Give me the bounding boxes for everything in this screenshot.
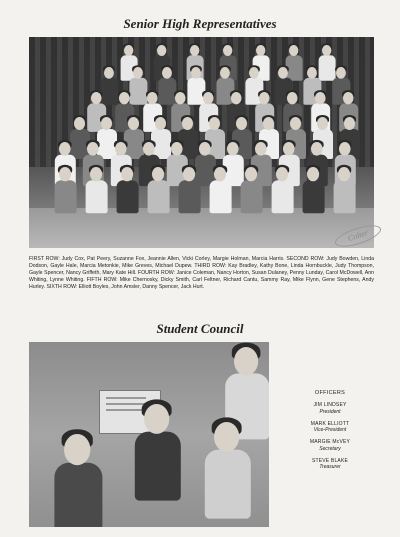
officer-name: STEVE BLAKE: [311, 458, 349, 465]
officer-entry: [274, 421, 386, 434]
group-photo-representatives: [29, 37, 374, 248]
officers-heading: OFFICERS: [314, 390, 346, 396]
officer-entry: [274, 402, 386, 415]
officer-role: President: [319, 408, 341, 415]
photo-caption: FIRST ROW: Judy Cox, Pat Peery, Suzanne Fox, Jeannie Allen, Vicki Corley, Margie Holman, Marcia Harris. SECOND ROW: Judy Bowden, Linda Dodson, Gayle Hale, Marcia Metonkie, Mike Greves, Michael Dupew. THIRD ROW: Kay Bradley, Kathy Bone, Linda Hornbuckle, Judy Thompson, Gayle Spencer, Nancy Griffeth, Mary Kate Hill. FOURTH ROW: Janice Coleman, Nancy Horton, Susan Dulaney, Penny Lunday, Carol McDowell, Ann Whiting, Lynne Whiting. FIFTH ROW: Mike Chernosky, Dicky Smith, Carl Feltner, Richard Cantu, Sammy Ray, Mike Flynn, Gene Stephens, Andy Hurley. SIXTH ROW: Elliott Boyles, John Amsler, Danny Spencer, Jack Hurt.: [29, 256, 374, 290]
group-photo-student-council: [29, 342, 269, 527]
officer-role: Secretary: [319, 445, 341, 452]
officer-name: MARK ELLIOTT: [310, 420, 350, 427]
officer-name: JIM LINDSEY: [313, 402, 347, 409]
signature-stamp: Colter: [333, 221, 384, 251]
officer-role: Vice-President: [313, 427, 347, 434]
officer-name: MARGIE McVEY: [309, 439, 351, 446]
officer-entry: [274, 439, 386, 452]
officers-list: [274, 390, 386, 477]
stage-floor: [29, 208, 374, 248]
officer-role: Treasurer: [319, 464, 341, 471]
section-title-student-council: Student Council: [156, 321, 244, 336]
section-title-representatives: Senior High Representatives: [123, 16, 277, 31]
officer-entry: [274, 458, 386, 471]
